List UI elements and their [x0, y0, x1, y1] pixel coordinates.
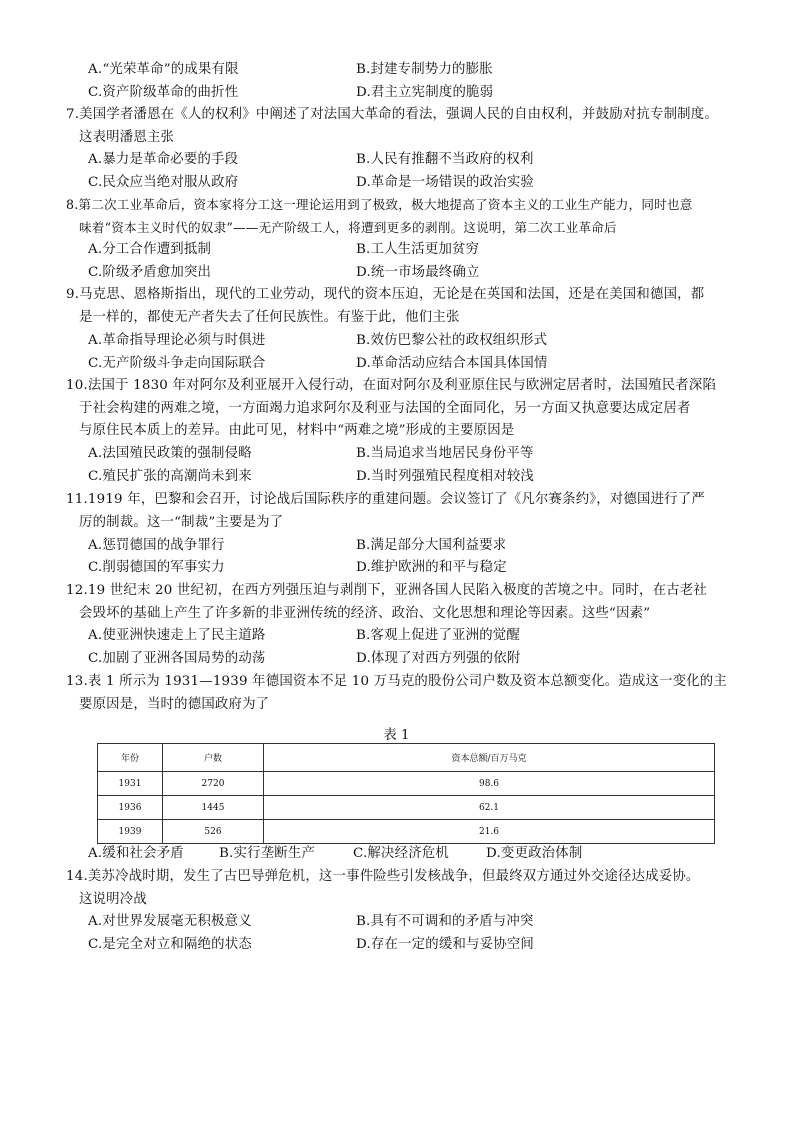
header-year: 年份: [98, 744, 163, 772]
q7-line2: 这表明潘恩主张: [79, 129, 175, 145]
q13-stem: [66, 671, 766, 716]
q11-line2: 厉的制裁。这一“制裁”主要是为了: [79, 514, 284, 530]
q11-line1: 11.1919 年，巴黎和会召开，讨论战后国际秩序的重建问题。会议签订了《凡尔赛条约》，对德国进行了严: [66, 492, 705, 507]
table-header-row: [98, 744, 715, 772]
header-count: 户数: [163, 744, 264, 772]
q8-stem: [66, 194, 766, 239]
q14-line1: 14.美苏冷战时期，发生了古巴导弹危机，这一事件险些引发核战争，但最终双方通过外交途径达成妥协。: [66, 869, 700, 884]
q8-option-a: A.分工合作遭到抵制: [88, 242, 212, 257]
q14-option-b: B.具有不可调和的矛盾与冲突: [356, 914, 534, 929]
q9-option-c: C.无产阶级斗争走向国际联合: [88, 356, 266, 371]
q12-option-d: D.体现了对西方列强的依附: [356, 651, 521, 666]
q11-stem: [66, 489, 766, 534]
cell-capital: 98.6: [264, 772, 715, 796]
q7-line1: 7.美国学者潘恩在《人的权利》中阐述了对法国大革命的看法，强调人民的自由权利，并鼓励对抗专制制度。: [66, 107, 718, 122]
q8-option-c: C.阶级矛盾愈加突出: [88, 265, 212, 280]
q12-option-a: A.使亚洲快速走上了民主道路: [88, 628, 266, 643]
q10-option-c: C.殖民扩张的高潮尚未到来: [88, 469, 252, 484]
q14-option-c: C.是完全对立和隔绝的状态: [88, 937, 252, 952]
data-table: [97, 743, 715, 844]
q10-line2: 于社会构建的两难之境，一方面竭力追求阿尔及利亚与法国的全面同化，另一方面又执意要达成定居者: [79, 400, 691, 416]
q14-option-a: A.对世界发展毫无积极意义: [88, 914, 252, 929]
q7-option-b: B.人民有推翻不当政府的权利: [356, 152, 534, 167]
q8-option-d: D.统一市场最终确立: [356, 265, 480, 280]
q8-line1: 8.第二次工业革命后，资本家将分工这一理论运用到了极致，极大地提高了资本主义的工业生产能力，同时也意: [66, 197, 693, 212]
q9-line1: 9.马克思、恩格斯指出，现代的工业劳动，现代的资本压迫，无论是在英国和法国，还是在美国和德国，都: [66, 287, 705, 302]
cell-count: 1445: [163, 796, 264, 820]
q13-option-a: A.缓和社会矛盾: [88, 846, 184, 861]
cell-year: 1931: [98, 772, 163, 796]
q9-option-a: A.革命指导理论必须与时俱进: [88, 333, 266, 348]
q14-stem: [66, 866, 766, 911]
q9-option-b: B.效仿巴黎公社的政权组织形式: [356, 333, 548, 348]
q12-stem: [66, 580, 766, 625]
q8-option-b: B.工人生活更加贫穷: [356, 242, 480, 257]
q12-line2: 会毁坏的基础上产生了许多新的非亚洲传统的经济、政治、文化思想和理论等因素。这些“因素”: [79, 605, 651, 621]
q10-line1: 10.法国于 1830 年对阿尔及利亚展开入侵行动，在面对阿尔及利亚原住民与欧洲定居者时，法国殖民者深陷: [66, 378, 717, 393]
q12-option-c: C.加剧了亚洲各国局势的动荡: [88, 651, 266, 666]
q11-option-c: C.削弱德国的军事实力: [88, 560, 225, 575]
q10-stem: [66, 375, 766, 443]
q7-option-c: C.民众应当绝对服从政府: [88, 175, 239, 190]
q12-line1: 12.19 世纪末 20 世纪初，在西方列强压迫与剥削下，亚洲各国人民陷入极度的苦境之中。同时，在古老社: [66, 583, 707, 598]
q6-option-b: B.封建专制势力的膨胀: [356, 62, 493, 77]
q13-line1: 13.表 1 所示为 1931—1939 年德国资本不足 10 万马克的股份公司户数及资本总额变化。造成这一变化的主: [66, 674, 727, 689]
q14-option-d: D.存在一定的缓和与妥协空间: [356, 937, 535, 952]
q7-option-a: A.暴力是革命必要的手段: [88, 152, 239, 167]
q9-stem: [66, 284, 766, 329]
q10-line3: 与原住民本质上的差异。由此可见，材料中“两难之境”形成的主要原因是: [79, 423, 515, 438]
q10-option-d: D.当时列强殖民程度相对较浅: [356, 469, 535, 484]
q14-line2: 这说明冷战: [79, 891, 147, 907]
q13-option-b: B.实行垄断生产: [219, 846, 316, 861]
q6-option-a: A.“光荣革命”的成果有限: [88, 62, 239, 77]
q7-stem: [66, 104, 766, 149]
cell-year: 1936: [98, 796, 163, 820]
table-caption: 表 1: [383, 728, 410, 743]
header-capital: 资本总额/百万马克: [264, 744, 715, 772]
q12-option-b: B.客观上促进了亚洲的觉醒: [356, 628, 520, 643]
table-row: [98, 820, 715, 844]
q11-option-a: A.惩罚德国的战争罪行: [88, 538, 225, 553]
q10-option-b: B.当局追求当地居民身份平等: [356, 446, 534, 461]
cell-capital: 21.6: [264, 820, 715, 844]
q10-option-a: A.法国殖民政策的强制侵略: [88, 446, 252, 461]
cell-count: 526: [163, 820, 264, 844]
q11-option-d: D.维护欧洲的和平与稳定: [356, 560, 507, 575]
q7-option-d: D.革命是一场错误的政治实验: [356, 175, 535, 190]
q6-option-c: C.资产阶级革命的曲折性: [88, 85, 239, 100]
cell-year: 1939: [98, 820, 163, 844]
q9-line2: 是一样的，都使无产者失去了任何民族性。有鉴于此，他们主张: [79, 309, 460, 325]
q13-line2: 要原因是，当时的德国政府为了: [79, 696, 270, 712]
q6-option-d: D.君主立宪制度的脆弱: [356, 85, 494, 100]
q13-option-d: D.变更政治体制: [486, 846, 583, 861]
q13-option-c: C.解决经济危机: [353, 846, 449, 861]
q11-option-b: B.满足部分大国利益要求: [356, 538, 507, 553]
cell-count: 2720: [163, 772, 264, 796]
q8-line2: 味着“资本主义时代的奴隶”——无产阶级工人，将遭到更多的剥削。这说明，第二次工业革命后: [79, 219, 617, 235]
table-row: [98, 796, 715, 820]
table-row: [98, 772, 715, 796]
cell-capital: 62.1: [264, 796, 715, 820]
q9-option-d: D.革命活动应结合本国具体国情: [356, 356, 548, 371]
